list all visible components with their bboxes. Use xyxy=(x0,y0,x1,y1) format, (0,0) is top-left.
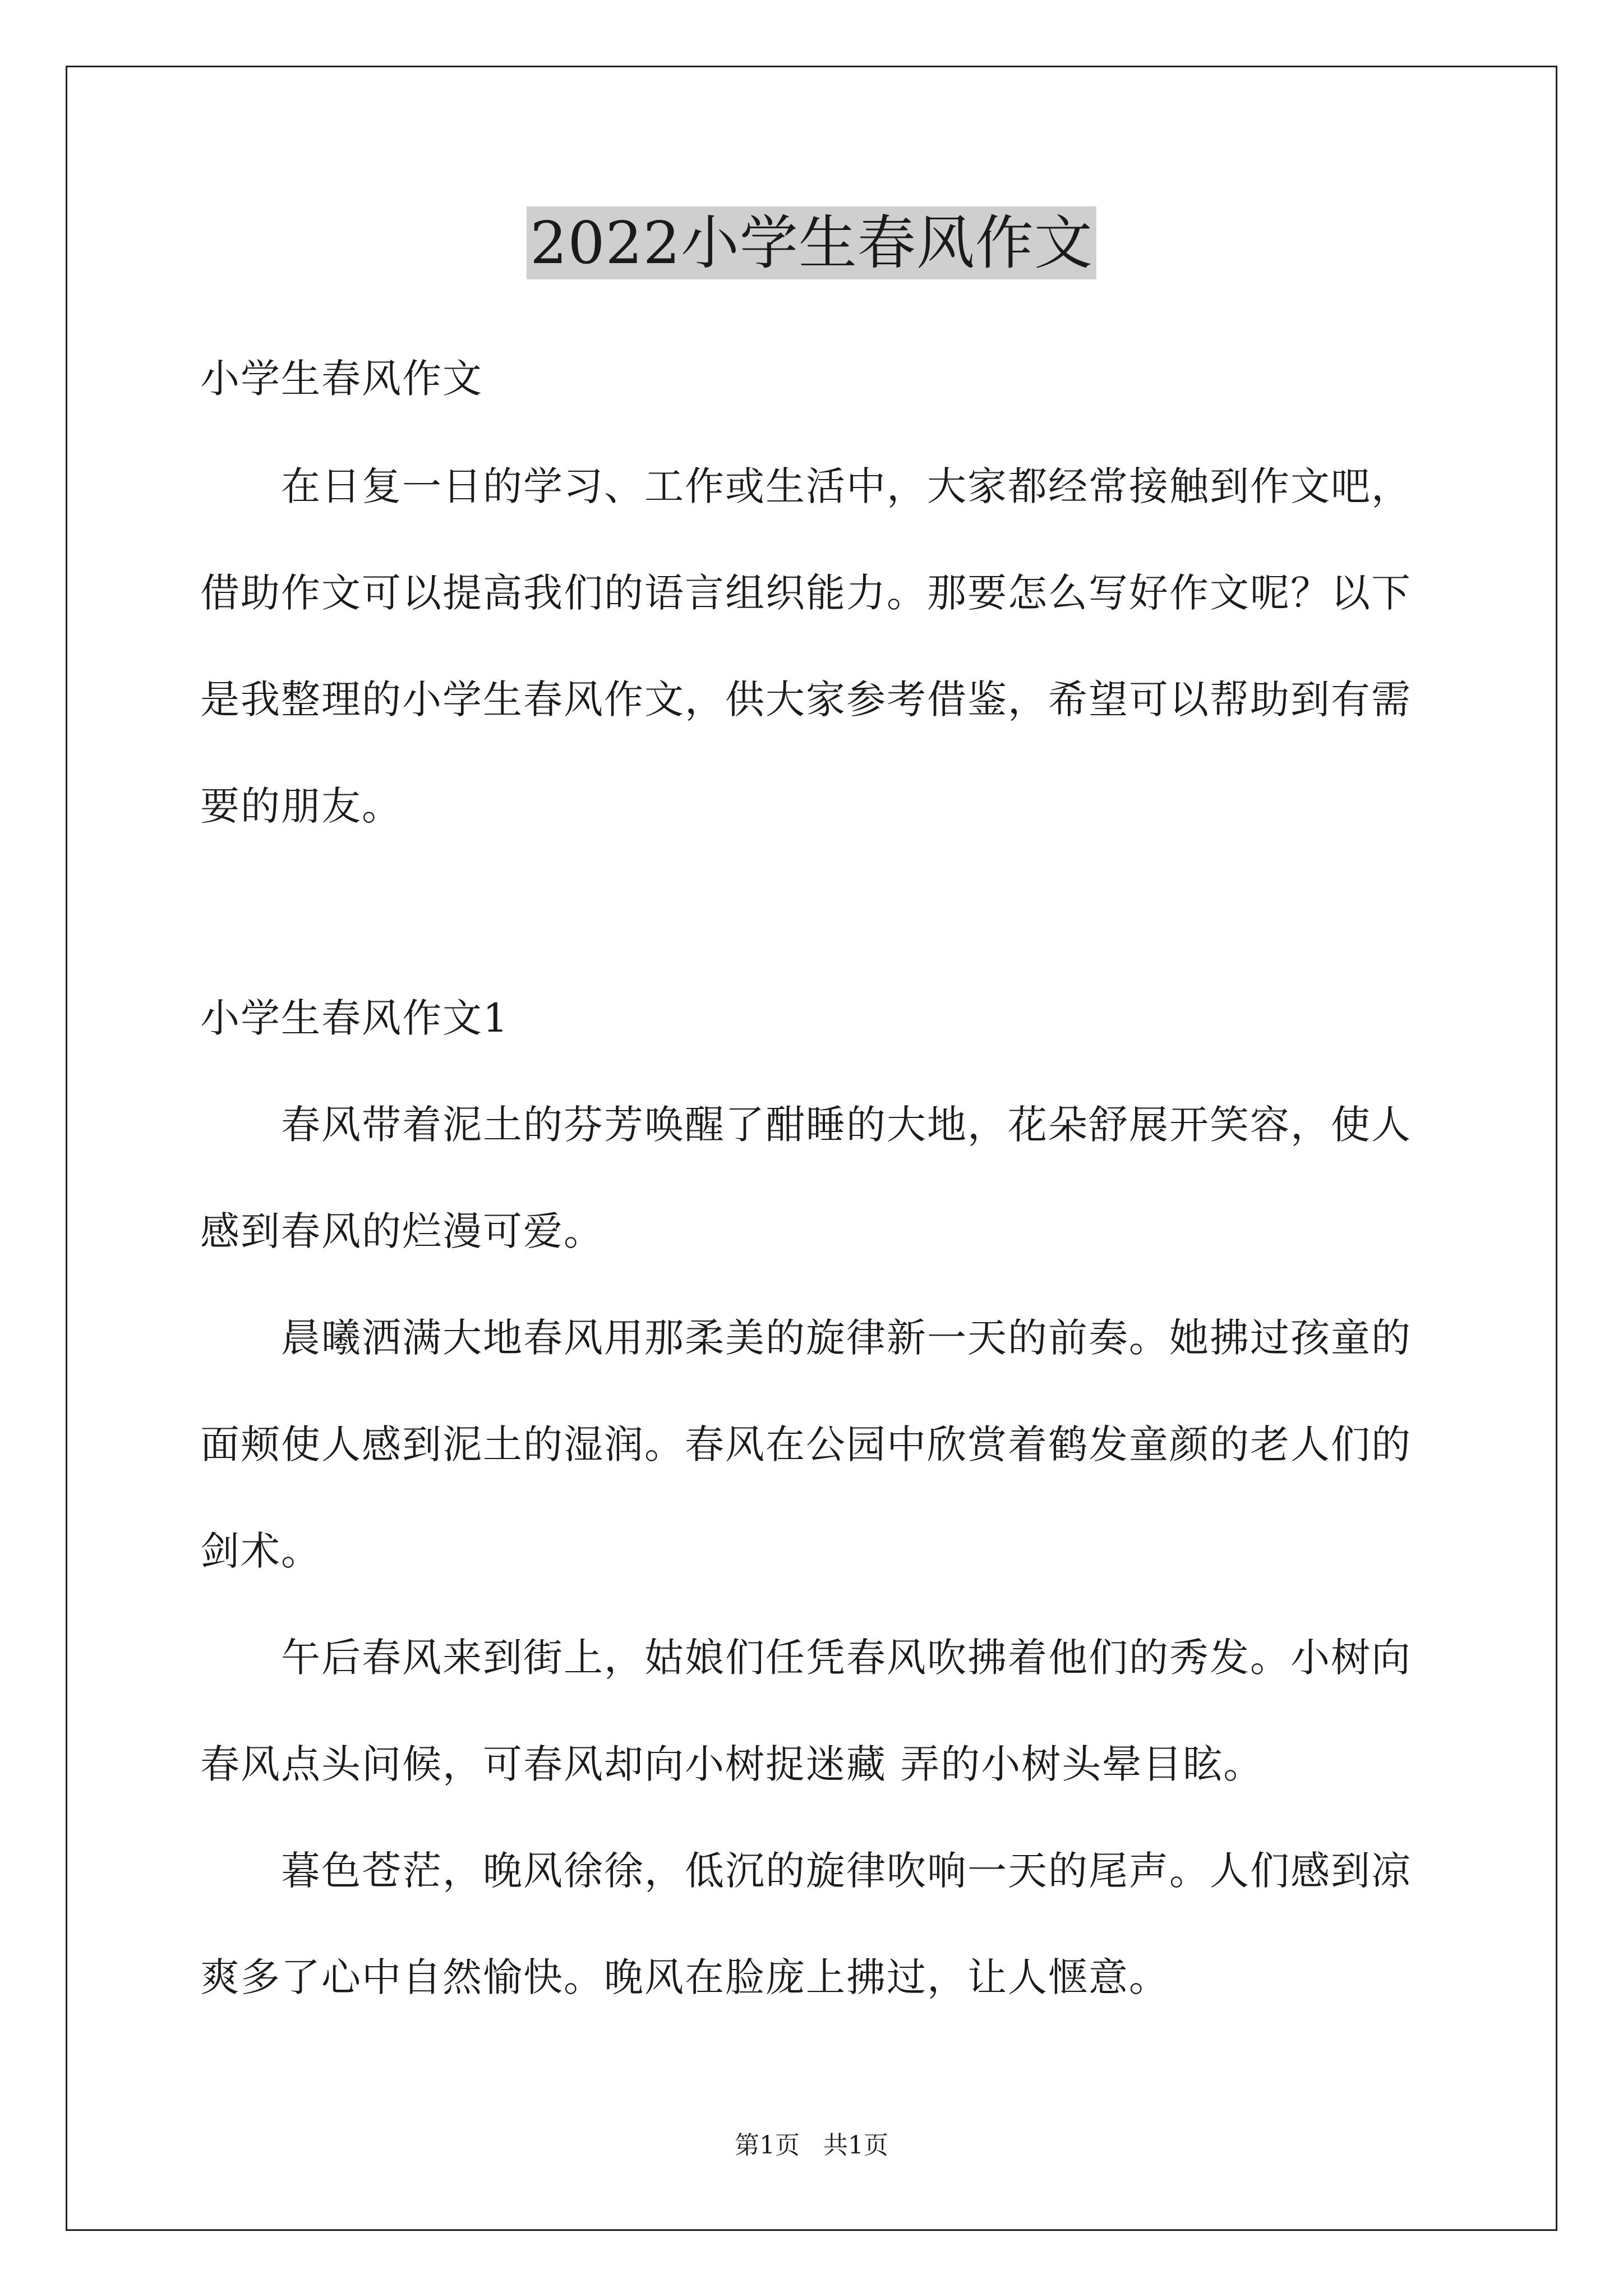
paragraph-4-line-2: 爽多了心中自然愉快。晚风在脸庞上拂过，让人惬意。 xyxy=(200,1954,1169,2000)
paragraph-3-line-2: 春风点头问候，可春风却向小树捉迷藏 弄的小树头晕目眩。 xyxy=(200,1741,1264,1787)
paragraph-2-line-1: 晨曦洒满大地春风用那柔美的旋律新一天的前奏。她拂过孩童的 xyxy=(200,1315,1412,1361)
paragraph-1-line-1: 春风带着泥土的芬芳唤醒了酣睡的大地，花朵舒展开笑容，使人 xyxy=(200,1102,1412,1148)
paragraph-2-line-3: 剑术。 xyxy=(200,1528,321,1574)
paragraph-2-line-2: 面颊使人感到泥土的湿润。春风在公园中欣赏着鹤发童颜的老人们的 xyxy=(200,1421,1412,1467)
intro-line-4: 要的朋友。 xyxy=(200,783,402,829)
paragraph-1-line-2: 感到春风的烂漫可爱。 xyxy=(200,1208,604,1254)
document-title: 2022小学生春风作文 xyxy=(527,206,1096,279)
intro-line-3: 是我整理的小学生春风作文，供大家参考借鉴，希望可以帮助到有需 xyxy=(200,677,1412,723)
intro-line-1: 在日复一日的学习、工作或生活中，大家都经常接触到作文吧， xyxy=(200,463,1412,509)
paragraph-3-line-1: 午后春风来到街上，姑娘们任凭春风吹拂着他们的秀发。小树向 xyxy=(200,1635,1412,1681)
paragraph-4-line-1: 暮色苍茫，晚风徐徐，低沉的旋律吹响一天的尾声。人们感到凉 xyxy=(200,1848,1412,1894)
intro-line-2: 借助作文可以提高我们的语言组织能力。那要怎么写好作文呢？以下 xyxy=(200,570,1412,616)
page-number-footer: 第1页 共1页 xyxy=(735,2131,888,2160)
subtitle: 小学生春风作文 xyxy=(200,356,483,402)
section-heading-1: 小学生春风作文1 xyxy=(200,995,509,1041)
title-container xyxy=(0,206,1623,279)
